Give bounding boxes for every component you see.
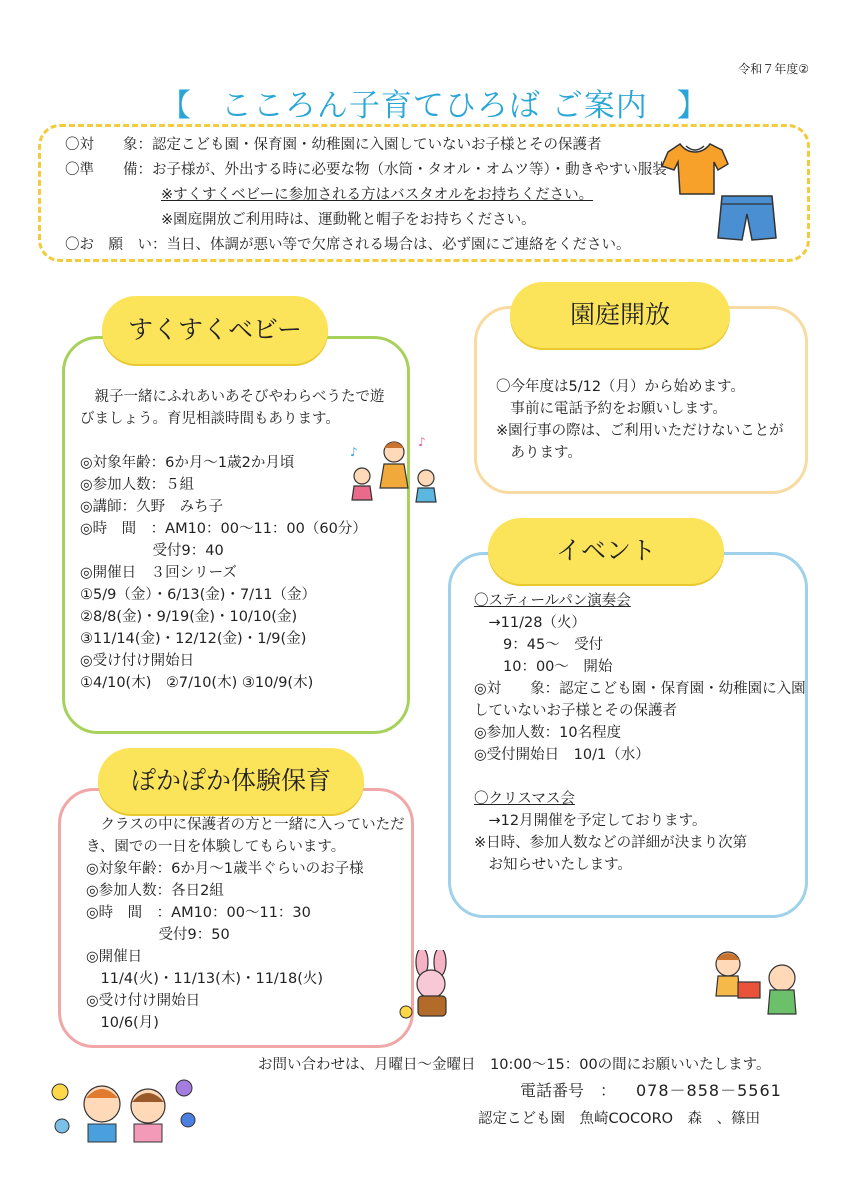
- event-text: [474, 590, 806, 876]
- pokapoka-line: ◎開催日: [86, 949, 143, 965]
- entei-title: 園庭開放: [510, 282, 730, 348]
- title-close-bracket: 】: [676, 88, 709, 124]
- sukusuku-line: ◎開催日 ３回シリーズ: [80, 565, 237, 581]
- sukusuku-line: 受付9：40: [80, 543, 224, 559]
- pokapoka-line: クラスの中に保護者の方と一緒に入っていただ: [86, 817, 405, 833]
- sukusuku-line: ◎対象年齢：6か月～1歳2か月頃: [80, 455, 295, 471]
- event-line: →11/28（火）: [474, 615, 586, 631]
- entei-line: ※園行事の際は、ご利用いただけないことが: [496, 423, 784, 439]
- notice-request: 〇お 願 い：当日、体調が悪い等で欠席される場合は、必ず園にご連絡をください。: [65, 237, 631, 253]
- pokapoka-line: ◎時 間 ：AM10：00～11：30: [86, 905, 311, 921]
- contact-phone-label: 電話番号 ：: [520, 1081, 617, 1100]
- pokapoka-line: 11/4(火)・11/13(木)・11/18(火): [86, 971, 324, 987]
- sukusuku-line: ◎参加人数：５組: [80, 477, 195, 493]
- sukusuku-line: ①5/9（金）・6/13(金)・7/11（金）: [80, 587, 317, 603]
- svg-text:♪: ♪: [418, 435, 426, 449]
- sukusuku-line: [80, 430, 385, 452]
- contact-hours: お問い合わせは、月曜日～金曜日 10:00～15：00の間にお願いいたします。: [258, 1057, 771, 1073]
- sukusuku-line: ◎時 間 ：AM10：00～11：00（60分）: [80, 521, 367, 537]
- rabbit-icon: [396, 950, 466, 1024]
- pokapoka-text: [86, 814, 405, 1034]
- year-label: 令和７年度②: [738, 62, 809, 76]
- event-title: イベント: [488, 518, 724, 584]
- sukusuku-line: 親子一緒にふれあいあそびやわらべうたで遊: [80, 389, 385, 405]
- contact-org: 認定こども園 魚崎COCORO 森 、篠田: [478, 1111, 761, 1127]
- event-line: →12月開催を予定しております。: [474, 813, 707, 829]
- notice-shoes: ※園庭開放ご利用時は、運動靴と帽子をお持ちください。: [161, 212, 536, 228]
- pokapoka-title: ぽかぽか体験保育: [98, 748, 364, 814]
- sukusuku-line: ③11/14(金)・12/12(金)・1/9(金): [80, 631, 307, 647]
- sukusuku-line: びましょう。育児相談時間もあります。: [80, 411, 340, 427]
- event-line: していないお子様とその保護者: [474, 703, 677, 719]
- event-line: 〇クリスマス会: [474, 791, 575, 807]
- event-line: 9：45～ 受付: [474, 637, 604, 653]
- contact-phone: 078－858－5561: [636, 1081, 782, 1100]
- kids-book-icon: [702, 948, 812, 1018]
- event-line: ◎受付開始日 10/1（水）: [474, 747, 650, 763]
- pokapoka-line: ◎対象年齢：6か月～1歳半ぐらいのお子様: [86, 861, 364, 877]
- sukusuku-line: ◎講師：久野 みち子: [80, 499, 224, 515]
- entei-line: あります。: [496, 445, 582, 461]
- event-line: 10：00～ 開始: [474, 659, 613, 675]
- pokapoka-line: 受付9：50: [86, 927, 230, 943]
- svg-text:♪: ♪: [350, 445, 358, 459]
- pokapoka-line: ◎参加人数：各日2組: [86, 883, 224, 899]
- title-open-bracket: 【: [160, 88, 192, 124]
- notice-prepare: 〇準 備：お子様が、外出する時に必要な物（水筒・タオル・オムツ等）・動きやすい服装: [65, 162, 667, 178]
- event-line: [474, 766, 806, 788]
- event-line: ◎参加人数：10名程度: [474, 725, 622, 741]
- kids-flowers-icon: [48, 1074, 198, 1144]
- t-shirt-icon: [660, 138, 730, 198]
- title-text: こころん子育てひろば ご案内: [220, 88, 648, 124]
- pokapoka-line: 10/6(月): [86, 1015, 159, 1031]
- notice-towel: ※すくすくベビーに参加される方はバスタオルをお持ちください。: [161, 187, 594, 203]
- sukusuku-title: すくすくベビー: [102, 296, 328, 364]
- event-line: お知らせいたします。: [474, 857, 632, 873]
- pokapoka-line: き、園での一日を体験してもらいます。: [86, 839, 346, 855]
- sukusuku-line: ②8/8(金)・9/19(金)・10/10(金): [80, 609, 298, 625]
- sukusuku-text: [80, 386, 385, 694]
- event-line: 〇スティールパン演奏会: [474, 593, 631, 609]
- sukusuku-line: ◎受け付け開始日: [80, 653, 195, 669]
- entei-line: 〇今年度は5/12（月）から始めます。: [496, 379, 745, 395]
- event-line: ◎対 象：認定こども園・保育園・幼稚園に入園: [474, 681, 806, 697]
- page-title: [160, 80, 709, 125]
- entei-line: 事前に電話予約をお願いします。: [496, 401, 727, 417]
- event-line: ※日時、参加人数などの詳細が決まり次第: [474, 835, 748, 851]
- children-singing-icon: [346, 434, 442, 504]
- notice-target: 〇対 象：認定こども園・保育園・幼稚園に入園していないお子様とその保護者: [65, 137, 602, 153]
- sukusuku-line: ①4/10(木) ②7/10(木) ③10/9(木): [80, 675, 314, 691]
- pokapoka-line: ◎受け付け開始日: [86, 993, 201, 1009]
- shorts-icon: [716, 192, 778, 244]
- entei-text: [496, 376, 784, 464]
